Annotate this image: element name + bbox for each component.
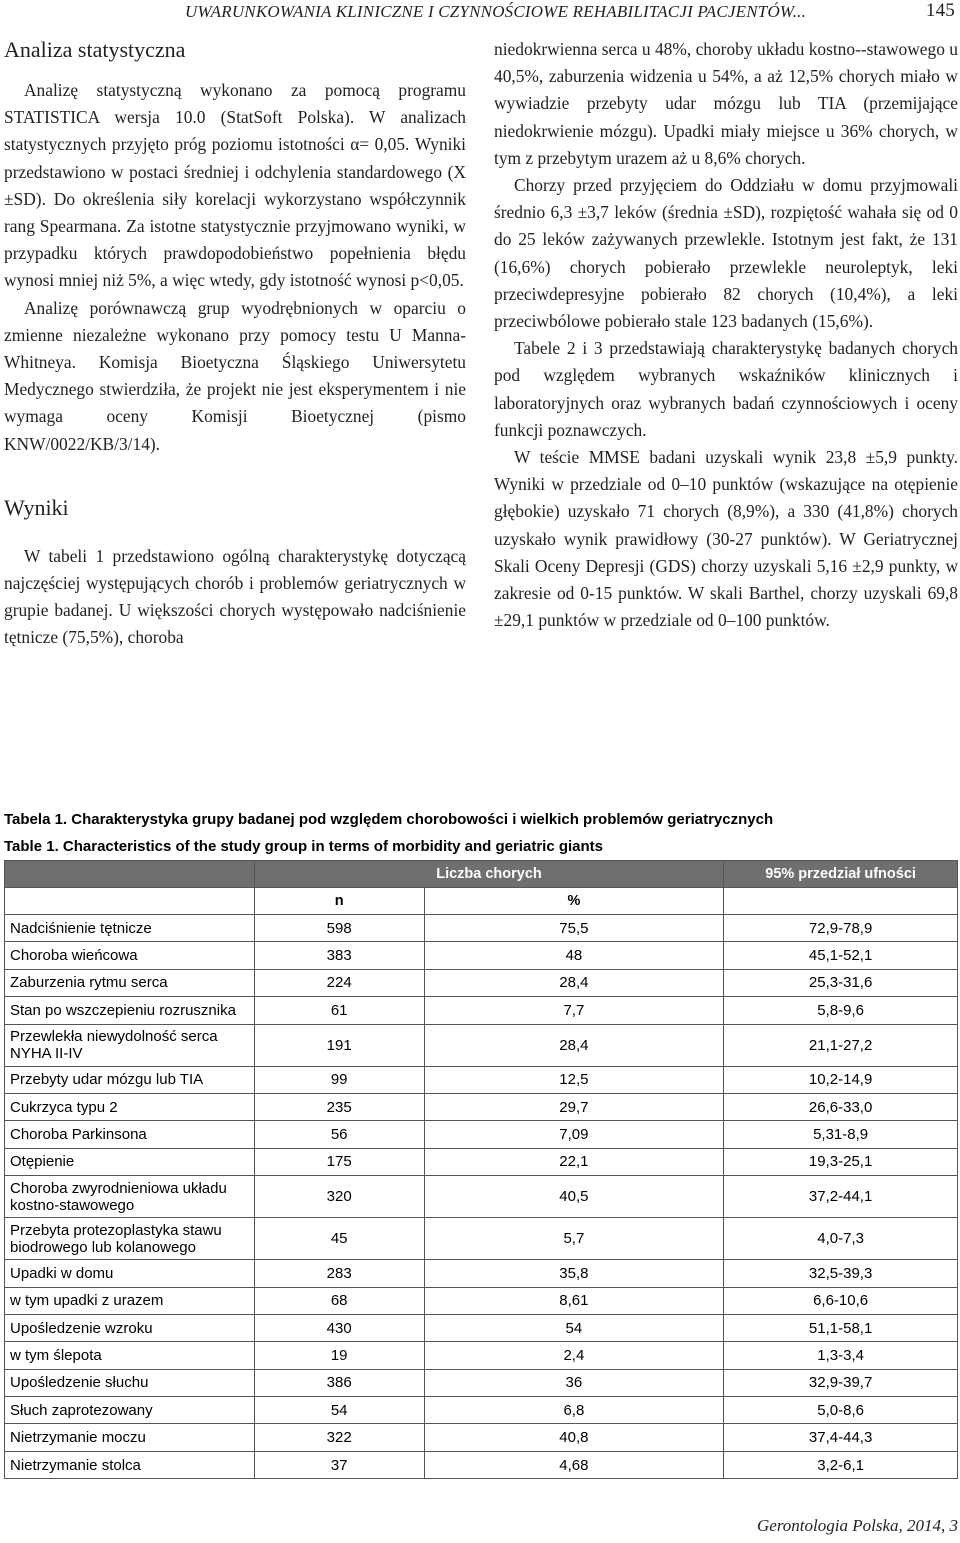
row-n: 320: [254, 1176, 424, 1218]
row-ci: 5,8-9,6: [724, 997, 958, 1024]
row-n: 235: [254, 1093, 424, 1120]
row-label: Zaburzenia rytmu serca: [5, 969, 255, 996]
row-label: Choroba Parkinsona: [5, 1121, 255, 1148]
table-row: [5, 1287, 958, 1314]
right-column: [494, 36, 958, 634]
row-label: w tym upadki z urazem: [5, 1287, 255, 1314]
column-header-patients: Liczba chorych: [254, 861, 723, 888]
row-label: Słuch zaprotezowany: [5, 1397, 255, 1424]
page-number: 145: [925, 0, 955, 21]
row-pct: 8,61: [424, 1287, 724, 1314]
table-row: [5, 1121, 958, 1148]
section-heading-statistics: Analiza statystyczna: [4, 37, 186, 62]
row-n: 56: [254, 1121, 424, 1148]
row-ci: 32,9-39,7: [724, 1369, 958, 1396]
paragraph: Chorzy przed przyjęciem do Oddziału w domu przyjmowali średnio 6,3 ±3,7 leków (średnia ±SD), rozpiętość wahała się od 0 do 25 leków zażywanych przewlekle. Istotnym jest fakt, że 131 (16,6%) chorych pobierało przewlekle neuroleptyk, leki przeciwdepresyjne pobierało 82 chorych (10,4%), a leki przeciwbólowe pobierało stale 123 badanych (15,6%).: [494, 175, 958, 332]
table-row: [5, 1024, 958, 1066]
section-heading-results: Wyniki: [4, 494, 69, 520]
column-header-n: n: [254, 888, 424, 915]
row-ci: 4,0-7,3: [724, 1218, 958, 1260]
row-ci: 6,6-10,6: [724, 1287, 958, 1314]
running-title: UWARUNKOWANIA KLINICZNE I CZYNNOŚCIOWE REHABILITACJI PACJENTÓW...: [185, 2, 807, 21]
table-row: [5, 1397, 958, 1424]
table-row: [5, 969, 958, 996]
row-ci: 37,4-44,3: [724, 1424, 958, 1451]
row-pct: 29,7: [424, 1093, 724, 1120]
column-header-ci: 95% przedział ufności: [724, 861, 958, 888]
row-label: Choroba zwyrodnieniowa układu kostno-stawowego: [5, 1176, 255, 1218]
table-caption-pl: Tabela 1. Charakterystyka grupy badanej pod względem chorobowości i wielkich problemów geriatrycznych: [4, 811, 774, 828]
row-n: 598: [254, 915, 424, 942]
table-row: [5, 1148, 958, 1175]
row-label: Nietrzymanie stolca: [5, 1451, 255, 1478]
row-ci: 25,3-31,6: [724, 969, 958, 996]
row-ci: 45,1-52,1: [724, 942, 958, 969]
paragraph: W tabeli 1 przedstawiono ogólną charakterystykę dotyczącą najczęściej występujących chorób i problemów geriatrycznych w grupie badanej. U większości chorych występowało nadciśnienie tętnicze (75,5%), choroba: [4, 545, 466, 648]
row-pct: 35,8: [424, 1260, 724, 1287]
table-row: [5, 1424, 958, 1451]
paragraph: niedokrwienna serca u 48%, choroby układu kostno--stawowego u 40,5%, zaburzenia widzenia u 54%, a aż 12,5% chorych miało w wywiadzie przebyty udar mózgu lub TIA (przemijające niedokrwienie mózgu). Upadki miały miejsce u 36% chorych, w tym z przebytym urazem aż u 8,6% chorych.: [494, 39, 958, 168]
table-row: [5, 1176, 958, 1218]
row-ci: 37,2-44,1: [724, 1176, 958, 1218]
row-n: 45: [254, 1218, 424, 1260]
row-pct: 75,5: [424, 915, 724, 942]
table-row: [5, 1369, 958, 1396]
row-ci: 3,2-6,1: [724, 1451, 958, 1478]
row-pct: 48: [424, 942, 724, 969]
row-pct: 7,09: [424, 1121, 724, 1148]
row-n: 283: [254, 1260, 424, 1287]
row-label: Nietrzymanie moczu: [5, 1424, 255, 1451]
table-row: [5, 997, 958, 1024]
table-row: [5, 1342, 958, 1369]
row-ci: 10,2-14,9: [724, 1066, 958, 1093]
row-n: 191: [254, 1024, 424, 1066]
row-n: 322: [254, 1424, 424, 1451]
row-pct: 2,4: [424, 1342, 724, 1369]
row-ci: 26,6-33,0: [724, 1093, 958, 1120]
row-pct: 6,8: [424, 1397, 724, 1424]
row-n: 68: [254, 1287, 424, 1314]
row-n: 383: [254, 942, 424, 969]
table-1: [4, 806, 958, 1479]
row-ci: 5,31-8,9: [724, 1121, 958, 1148]
row-ci: 32,5-39,3: [724, 1260, 958, 1287]
row-n: 430: [254, 1314, 424, 1341]
row-ci: 1,3-3,4: [724, 1342, 958, 1369]
row-pct: 5,7: [424, 1218, 724, 1260]
row-label: Nadciśnienie tętnicze: [5, 915, 255, 942]
row-n: 54: [254, 1397, 424, 1424]
row-label: Otępienie: [5, 1148, 255, 1175]
running-head: [185, 0, 955, 26]
row-ci: 19,3-25,1: [724, 1148, 958, 1175]
row-ci: 5,0-8,6: [724, 1397, 958, 1424]
row-n: 37: [254, 1451, 424, 1478]
table-row: [5, 1260, 958, 1287]
row-pct: 22,1: [424, 1148, 724, 1175]
row-pct: 4,68: [424, 1451, 724, 1478]
table-subheader-row: [5, 888, 958, 915]
row-label: Cukrzyca typu 2: [5, 1093, 255, 1120]
column-header-pct: %: [424, 888, 724, 915]
paragraph: Tabele 2 i 3 przedstawiają charakterystykę badanych chorych pod względem wybranych wskaźników klinicznych i laboratoryjnych oraz wybranych badań czynnościowych i oceny funkcji poznawczych.: [494, 338, 958, 440]
row-n: 19: [254, 1342, 424, 1369]
left-column: [4, 36, 466, 652]
row-label: Przebyty udar mózgu lub TIA: [5, 1066, 255, 1093]
row-ci: 51,1-58,1: [724, 1314, 958, 1341]
journal-footer: Gerontologia Polska, 2014, 3: [757, 1516, 958, 1535]
row-ci: 72,9-78,9: [724, 915, 958, 942]
table-row: [5, 942, 958, 969]
row-n: 61: [254, 997, 424, 1024]
row-label: Upadki w domu: [5, 1260, 255, 1287]
paragraph: Analizę statystyczną wykonano za pomocą programu STATISTICA wersja 10.0 (StatSoft Polska). W analizach statystycznych przyjęto próg poziomu istotności α= 0,05. Wyniki przedstawiono w postaci średniej i odchylenia standardowego (X ±SD). Do określenia siły korelacji wykorzystano współczynnik rang Spearmana. Za istotne statystycznie przyjmowano wyniki, w przypadku których prawdopodobieństwo popełnienia błędu wynosi mniej niż 5%, a więc wtedy, gdy istotność wynosi p<0,05.: [4, 80, 466, 291]
row-pct: 54: [424, 1314, 724, 1341]
table-caption-en: Table 1. Characteristics of the study group in terms of morbidity and geriatric giants: [4, 838, 604, 855]
row-n: 224: [254, 969, 424, 996]
data-table: [4, 860, 958, 1479]
row-pct: 36: [424, 1369, 724, 1396]
table-row: [5, 1451, 958, 1478]
row-label: Upośledzenie wzroku: [5, 1314, 255, 1341]
table-header-row: [5, 861, 958, 888]
row-label: Przewlekła niewydolność serca NYHA II-IV: [5, 1024, 255, 1066]
row-label: w tym ślepota: [5, 1342, 255, 1369]
row-label: Choroba wieńcowa: [5, 942, 255, 969]
table-body: [5, 915, 958, 1479]
row-label: Stan po wszczepieniu rozrusznika: [5, 997, 255, 1024]
paragraph: Analizę porównawczą grup wyodrębnionych w oparciu o zmienne niezależne wykonano przy pomocy testu U Manna-Whitneya. Komisja Bioetyczna Śląskiego Uniwersytetu Medycznego stwierdziła, że projekt nie jest eksperymentem i nie wymaga oceny Komisji Bioetycznej (pismo KNW/0022/KB/3/14).: [4, 297, 466, 454]
row-label: Przebyta protezoplastyka stawu biodrowego lub kolanowego: [5, 1218, 255, 1260]
row-pct: 40,5: [424, 1176, 724, 1218]
row-n: 99: [254, 1066, 424, 1093]
row-n: 386: [254, 1369, 424, 1396]
row-pct: 12,5: [424, 1066, 724, 1093]
row-pct: 28,4: [424, 969, 724, 996]
table-subheader-blank: [5, 888, 255, 915]
table-row: [5, 1314, 958, 1341]
row-pct: 7,7: [424, 997, 724, 1024]
table-row: [5, 915, 958, 942]
row-pct: 40,8: [424, 1424, 724, 1451]
table-row: [5, 1218, 958, 1260]
paragraph: W teście MMSE badani uzyskali wynik 23,8 ±5,9 punkty. Wyniki w przedziale od 0–10 punktów (wskazujące na otępienie głębokie) uzyskało 71 chorych (8,9%), a 330 (41,8%) chorych uzyskało wynik prawidłowy (30-27 punktów). W Geriatrycznej Skali Oceny Depresji (GDS) chorzy uzyskali 5,16 ±2,9 punkty, w zakresie od 0-15 punktów. W skali Barthel, chorzy uzyskali 69,8 ±29,1 punktów w przedziale od 0–100 punktów.: [494, 447, 958, 631]
table-subheader-blank: [724, 888, 958, 915]
row-ci: 21,1-27,2: [724, 1024, 958, 1066]
row-label: Upośledzenie słuchu: [5, 1369, 255, 1396]
table-row: [5, 1066, 958, 1093]
table-header-blank: [5, 861, 255, 888]
table-row: [5, 1093, 958, 1120]
row-n: 175: [254, 1148, 424, 1175]
row-pct: 28,4: [424, 1024, 724, 1066]
